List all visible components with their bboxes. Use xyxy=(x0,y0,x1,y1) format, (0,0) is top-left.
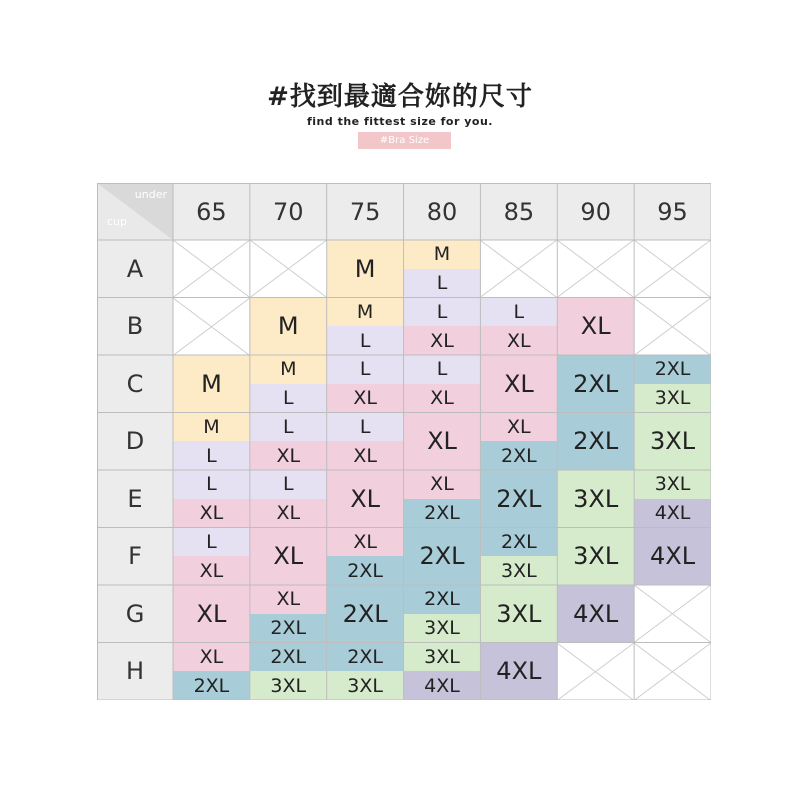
size-cell-G-90: 4XL xyxy=(557,585,634,643)
size-cell-F-75-upper: XL xyxy=(327,528,404,557)
col-header-95: 95 xyxy=(634,183,711,240)
size-cell-A-65-unavailable xyxy=(173,240,250,298)
size-cell-E-85: 2XL xyxy=(480,470,557,528)
size-cell-E-65-lower: XL xyxy=(173,499,250,528)
size-cell-B-65-unavailable xyxy=(173,298,250,356)
size-cell-D-65-lower: L xyxy=(173,441,250,470)
cross-icon xyxy=(250,240,327,298)
col-header-90: 90 xyxy=(557,183,634,240)
page-title: #找到最適合妳的尺寸 xyxy=(267,82,533,112)
size-cell-C-75-lower: XL xyxy=(327,384,404,413)
size-cell-G-70-lower: 2XL xyxy=(250,614,327,643)
col-header-75: 75 xyxy=(327,183,404,240)
size-cell-B-80-lower: XL xyxy=(404,326,481,355)
size-cell-C-70-upper: M xyxy=(250,355,327,384)
size-cell-A-80-upper: M xyxy=(404,240,481,269)
size-cell-C-90: 2XL xyxy=(557,355,634,413)
size-cell-D-85-upper: XL xyxy=(480,413,557,442)
size-cell-B-70: M xyxy=(250,298,327,356)
size-cell-C-80-lower: XL xyxy=(404,384,481,413)
size-cell-H-75-upper: 2XL xyxy=(327,643,404,672)
cross-icon xyxy=(634,298,711,356)
size-cell-G-70-upper: XL xyxy=(250,585,327,614)
table-corner-header xyxy=(97,183,173,240)
size-cell-D-95: 3XL xyxy=(634,413,711,471)
size-cell-C-70-lower: L xyxy=(250,384,327,413)
size-cell-F-80: 2XL xyxy=(404,528,481,586)
size-cell-D-75-lower: XL xyxy=(327,441,404,470)
size-cell-A-95-unavailable xyxy=(634,240,711,298)
size-cell-C-95-upper: 2XL xyxy=(634,355,711,384)
size-cell-B-85-upper: L xyxy=(480,298,557,327)
col-header-80: 80 xyxy=(404,183,481,240)
size-cell-F-75-lower: 2XL xyxy=(327,556,404,585)
size-cell-E-80-lower: 2XL xyxy=(404,499,481,528)
cross-icon xyxy=(634,240,711,298)
size-cell-E-70-upper: L xyxy=(250,470,327,499)
size-cell-E-70-lower: XL xyxy=(250,499,327,528)
size-cell-E-95-upper: 3XL xyxy=(634,470,711,499)
size-cell-H-65-lower: 2XL xyxy=(173,671,250,700)
row-header-H: H xyxy=(97,643,173,701)
row-header-D: D xyxy=(97,413,173,471)
size-cell-E-80-upper: XL xyxy=(404,470,481,499)
corner-label-under: under xyxy=(134,188,167,201)
size-cell-D-85-lower: 2XL xyxy=(480,441,557,470)
size-cell-G-95-unavailable xyxy=(634,585,711,643)
size-cell-H-80-upper: 3XL xyxy=(404,643,481,672)
size-cell-G-65: XL xyxy=(173,585,250,643)
size-cell-G-75: 2XL xyxy=(327,585,404,643)
size-cell-B-95-unavailable xyxy=(634,298,711,356)
size-cell-C-65: M xyxy=(173,355,250,413)
size-cell-D-65-upper: M xyxy=(173,413,250,442)
size-cell-H-65-upper: XL xyxy=(173,643,250,672)
size-cell-D-90: 2XL xyxy=(557,413,634,471)
size-cell-C-85: XL xyxy=(480,355,557,413)
size-cell-D-70-lower: XL xyxy=(250,441,327,470)
size-cell-B-75-lower: L xyxy=(327,326,404,355)
size-cell-H-75-lower: 3XL xyxy=(327,671,404,700)
page-subtitle: find the fittest size for you. xyxy=(307,115,493,128)
corner-label-cup: cup xyxy=(107,215,128,228)
size-cell-A-90-unavailable xyxy=(557,240,634,298)
size-cell-D-80: XL xyxy=(404,413,481,471)
size-cell-F-90: 3XL xyxy=(557,528,634,586)
cross-icon xyxy=(557,240,634,298)
col-header-70: 70 xyxy=(250,183,327,240)
cross-icon xyxy=(480,240,557,298)
size-cell-E-90: 3XL xyxy=(557,470,634,528)
row-header-F: F xyxy=(97,528,173,586)
cross-icon xyxy=(557,643,634,701)
size-cell-F-95: 4XL xyxy=(634,528,711,586)
size-cell-F-85-lower: 3XL xyxy=(480,556,557,585)
size-cell-D-70-upper: L xyxy=(250,413,327,442)
size-cell-B-90: XL xyxy=(557,298,634,356)
size-cell-B-75-upper: M xyxy=(327,298,404,327)
col-header-85: 85 xyxy=(480,183,557,240)
cross-icon xyxy=(634,585,711,643)
bra-size-table xyxy=(97,183,711,700)
size-cell-H-95-unavailable xyxy=(634,643,711,701)
size-cell-G-80-lower: 3XL xyxy=(404,614,481,643)
row-header-B: B xyxy=(97,298,173,356)
size-cell-C-75-upper: L xyxy=(327,355,404,384)
row-header-G: G xyxy=(97,585,173,643)
size-cell-A-85-unavailable xyxy=(480,240,557,298)
size-cell-H-70-lower: 3XL xyxy=(250,671,327,700)
size-cell-F-65-upper: L xyxy=(173,528,250,557)
row-header-C: C xyxy=(97,355,173,413)
size-cell-C-95-lower: 3XL xyxy=(634,384,711,413)
size-cell-E-65-upper: L xyxy=(173,470,250,499)
size-cell-G-80-upper: 2XL xyxy=(404,585,481,614)
size-cell-H-70-upper: 2XL xyxy=(250,643,327,672)
size-cell-E-95-lower: 4XL xyxy=(634,499,711,528)
size-cell-F-70: XL xyxy=(250,528,327,586)
size-cell-D-75-upper: L xyxy=(327,413,404,442)
cross-icon xyxy=(634,643,711,701)
size-cell-F-65-lower: XL xyxy=(173,556,250,585)
size-cell-B-80-upper: L xyxy=(404,298,481,327)
size-cell-E-75: XL xyxy=(327,470,404,528)
cross-icon xyxy=(173,298,250,356)
size-cell-H-90-unavailable xyxy=(557,643,634,701)
size-cell-G-85: 3XL xyxy=(480,585,557,643)
size-cell-A-70-unavailable xyxy=(250,240,327,298)
cross-icon xyxy=(173,240,250,298)
row-header-A: A xyxy=(97,240,173,298)
size-cell-F-85-upper: 2XL xyxy=(480,528,557,557)
size-cell-H-85: 4XL xyxy=(480,643,557,701)
size-cell-C-80-upper: L xyxy=(404,355,481,384)
bra-size-badge: #Bra Size xyxy=(358,132,451,149)
size-cell-B-85-lower: XL xyxy=(480,326,557,355)
size-cell-A-75: M xyxy=(327,240,404,298)
size-cell-A-80-lower: L xyxy=(404,269,481,298)
size-cell-H-80-lower: 4XL xyxy=(404,671,481,700)
row-header-E: E xyxy=(97,470,173,528)
col-header-65: 65 xyxy=(173,183,250,240)
